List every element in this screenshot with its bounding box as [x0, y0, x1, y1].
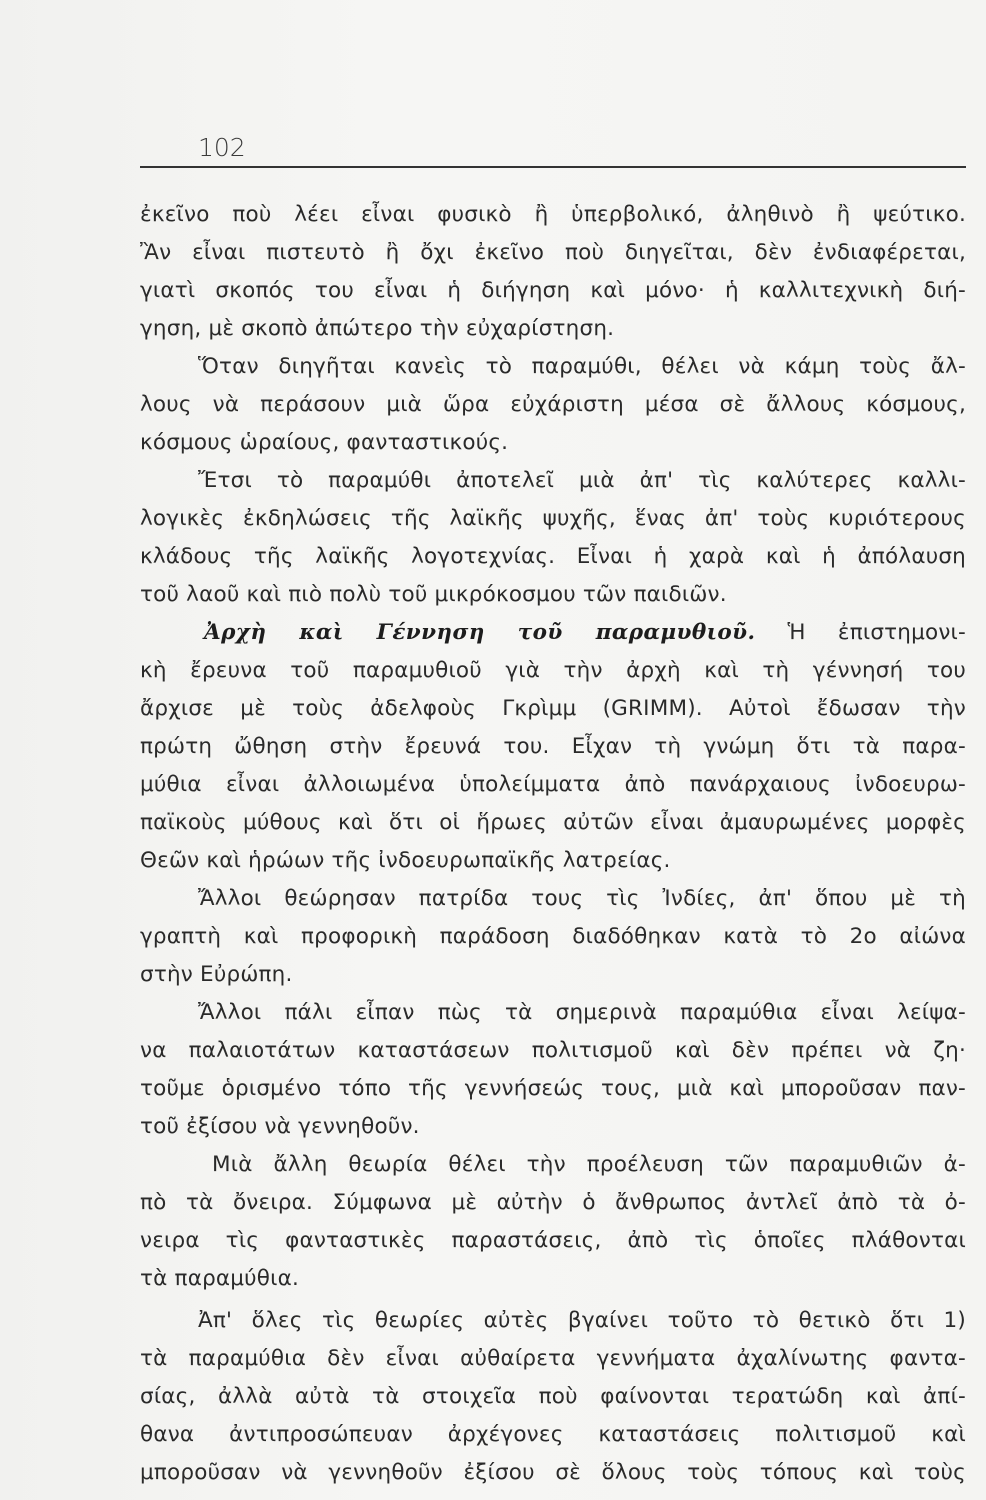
text-line: μύθια εἶναι ἀλλοιωμένα ὑπολείμματα ἀπὸ πανάρχαιους ἰνδοευρω-: [140, 772, 966, 797]
page-number: 102: [198, 133, 246, 162]
text-line: Ὅταν διηγῆται κανεὶς τὸ παραμύθι, θέλει νὰ κάμη τοὺς ἄλ-: [198, 354, 966, 379]
text-line: Ἄλλοι θεώρησαν πατρίδα τους τὶς Ἰνδίες, ἀπ' ὅπου μὲ τὴ: [198, 886, 966, 911]
text-line: πὸ τὰ ὄνειρα. Σύμφωνα μὲ αὐτὴν ὁ ἄνθρωπος ἀντλεῖ ἀπὸ τὰ ὀ-: [140, 1190, 966, 1215]
text-line: ἄρχισε μὲ τοὺς ἀδελφοὺς Γκρὶμμ (GRIMM). Αὐτοὶ ἔδωσαν τὴν: [140, 696, 966, 721]
text-line: να παλαιοτάτων καταστάσεων πολιτισμοῦ καὶ δὲν πρέπει νὰ ζη·: [140, 1038, 966, 1063]
text-line: κλάδους τῆς λαϊκῆς λογοτεχνίας. Εἶναι ἡ χαρὰ καὶ ἡ ἀπόλαυση: [140, 544, 966, 569]
text-line: τὰ παραμύθια δὲν εἶναι αὐθαίρετα γεννήματα ἀχαλίνωτης φαντα-: [140, 1346, 966, 1371]
text-line: ἐκεῖνο ποὺ λέει εἶναι φυσικὸ ἢ ὑπερβολικό, ἀληθινὸ ἢ ψεύτικο.: [140, 202, 966, 227]
text-line: γιατὶ σκοπός του εἶναι ἡ διήγηση καὶ μόνο· ἡ καλλιτεχνικὴ διή-: [140, 278, 966, 303]
header-rule: [140, 166, 966, 168]
text-line: κὴ ἔρευνα τοῦ παραμυθιοῦ γιὰ τὴν ἀρχὴ καὶ τὴ γέννησή του: [140, 658, 966, 683]
text-line: πρώτη ὤθηση στὴν ἔρευνά του. Εἶχαν τὴ γνώμη ὅτι τὰ παρα-: [140, 734, 966, 759]
text-line: νειρα τὶς φανταστικὲς παραστάσεις, ἀπὸ τὶς ὁποῖες πλάθονται: [140, 1228, 966, 1253]
text-line: Ἔτσι τὸ παραμύθι ἀποτελεῖ μιὰ ἀπ' τὶς καλύτερες καλλι-: [198, 468, 966, 493]
text-line: τὰ παραμύθια.: [140, 1266, 300, 1291]
text-line: Ἄλλοι πάλι εἶπαν πὼς τὰ σημερινὰ παραμύθια εἶναι λείψα-: [198, 1000, 966, 1025]
heading-continuation: Ἡ ἐπιστημονι-: [787, 620, 966, 645]
section-heading: Ἀρχὴ καὶ Γέννηση τοῦ παραμυθιοῦ.: [204, 620, 756, 645]
text-line: γηση, μὲ σκοπὸ ἀπώτερο τὴν εὐχαρίστηση.: [140, 316, 615, 341]
text-line: κόσμους ὡραίους, φανταστικούς.: [140, 430, 509, 455]
text-line: τοῦ λαοῦ καὶ πιὸ πολὺ τοῦ μικρόκοσμου τῶν παιδιῶν.: [140, 582, 727, 607]
text-line: Θεῶν καὶ ἡρώων τῆς ἰνδοευρωπαϊκῆς λατρείας.: [140, 848, 671, 873]
text-line: λους νὰ περάσουν μιὰ ὥρα εὐχάριστη μέσα σὲ ἄλλους κόσμους,: [140, 392, 966, 417]
text-line: γραπτὴ καὶ προφορικὴ παράδοση διαδόθηκαν κατὰ τὸ 2ο αἰώνα: [140, 924, 966, 949]
section-heading-line: [140, 615, 966, 651]
text-line: θανα ἀντιπροσώπευαν ἀρχέγονες καταστάσεις πολιτισμοῦ καὶ: [140, 1422, 966, 1447]
text-line: παϊκοὺς μύθους καὶ ὅτι οἱ ἥρωες αὐτῶν εἶναι ἀμαυρωμένες μορφὲς: [140, 810, 966, 835]
text-line: λογικὲς ἐκδηλώσεις τῆς λαϊκῆς ψυχῆς, ἕνας ἀπ' τοὺς κυριότερους: [140, 506, 966, 531]
text-line: στὴν Εὐρώπη.: [140, 962, 293, 987]
text-line: τοῦ ἐξίσου νὰ γεννηθοῦν.: [140, 1114, 420, 1139]
text-line: Ἂν εἶναι πιστευτὸ ἢ ὄχι ἐκεῖνο ποὺ διηγεῖται, δὲν ἐνδιαφέρεται,: [140, 240, 966, 265]
text-line: Μιὰ ἄλλη θεωρία θέλει τὴν προέλευση τῶν παραμυθιῶν ἀ-: [212, 1152, 966, 1177]
text-line: Ἀπ' ὅλες τὶς θεωρίες αὐτὲς βγαίνει τοῦτο τὸ θετικὸ ὅτι 1): [198, 1308, 966, 1333]
text-line: μποροῦσαν νὰ γεννηθοῦν ἐξίσου σὲ ὅλους τοὺς τόπους καὶ τοὺς: [140, 1460, 966, 1485]
text-line: σίας, ἀλλὰ αὐτὰ τὰ στοιχεῖα ποὺ φαίνονται τερατώδη καὶ ἀπί-: [140, 1384, 966, 1409]
text-line: τοῦμε ὁρισμένο τόπο τῆς γεννήσεώς τους, μιὰ καὶ μποροῦσαν παν-: [140, 1076, 966, 1101]
